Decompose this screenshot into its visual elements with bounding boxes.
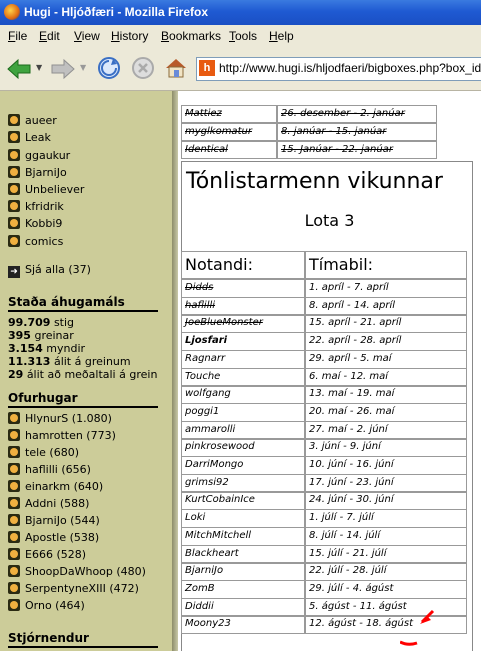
red-annotation-mark: [400, 606, 440, 646]
prev-period-cell: 8. janúar - 15. janúar: [277, 123, 437, 141]
musician-period-cell: 17. júní - 23. júní: [305, 474, 467, 493]
musician-name-cell[interactable]: Didds: [181, 279, 305, 298]
musician-name-cell[interactable]: grimsi92: [181, 474, 305, 493]
prev-name-cell[interactable]: myglkomatur: [181, 123, 277, 141]
see-all-link[interactable]: ➜ Sjá alla (37): [8, 263, 91, 278]
divider: [8, 310, 158, 312]
user-avatar-icon: [8, 131, 20, 143]
user-avatar-icon: [8, 166, 20, 178]
musician-name-cell[interactable]: MitchMitchell: [181, 527, 305, 546]
sidebar-user-item[interactable]: BjarniJo: [8, 166, 67, 181]
musician-name-cell[interactable]: Touche: [181, 368, 305, 387]
user-avatar-icon: [8, 582, 20, 594]
main-area: [178, 91, 481, 651]
menu-history[interactable]: History: [111, 29, 149, 43]
user-avatar-icon: [8, 183, 20, 195]
musician-period-cell: 24. júní - 30. júní: [305, 491, 467, 510]
user-avatar-icon: [8, 235, 20, 247]
menu-bookmarks[interactable]: Bookmarks: [161, 29, 222, 43]
menu-view[interactable]: View: [74, 29, 100, 43]
musician-period-cell: 22. apríl - 28. apríl: [305, 332, 467, 351]
column-header-period: Tímabil:: [305, 251, 467, 279]
sidebar-user-item[interactable]: comics: [8, 235, 63, 250]
menu-edit[interactable]: Edit: [39, 29, 60, 43]
musician-period-cell: 1. júlí - 7. júlí: [305, 509, 467, 528]
back-arrow-icon[interactable]: [6, 58, 32, 80]
stats-heading: Staða áhugamáls: [8, 295, 125, 309]
user-avatar-icon: [8, 531, 20, 543]
column-header-user: Notandi:: [181, 251, 305, 279]
box-subtitle: Lota 3: [304, 211, 355, 230]
divider: [8, 646, 158, 648]
window-title: Hugi - Hljóðfæri - Mozilla Firefox: [24, 5, 208, 19]
ofurhugi-item[interactable]: HlynurS (1.080): [8, 412, 112, 427]
stop-icon[interactable]: [130, 55, 156, 81]
user-avatar-icon: [8, 446, 20, 458]
musician-name-cell[interactable]: Diddii: [181, 598, 305, 617]
user-avatar-icon: [8, 548, 20, 560]
musician-name-cell[interactable]: Moony23: [181, 615, 305, 634]
sidebar: [0, 91, 172, 651]
divider: [8, 406, 158, 408]
musician-period-cell: 29. júlí - 4. ágúst: [305, 580, 467, 599]
musician-period-cell: 15. apríl - 21. apríl: [305, 314, 467, 333]
back-dropdown-icon[interactable]: ▼: [36, 63, 43, 72]
navigation-toolbar: [0, 47, 481, 91]
firefox-logo-icon: [4, 4, 20, 20]
sidebar-user-item[interactable]: Unbeliever: [8, 183, 84, 198]
user-avatar-icon: [8, 429, 20, 441]
user-avatar-icon: [8, 149, 20, 161]
musician-period-cell: 22. júlí - 28. júlí: [305, 562, 467, 581]
musician-period-cell: 12. ágúst - 18. ágúst: [305, 615, 467, 634]
musician-name-cell[interactable]: Ragnarr: [181, 350, 305, 369]
home-icon[interactable]: [163, 55, 189, 81]
site-favicon-icon: h: [199, 60, 215, 76]
stat-line: 395 greinar: [8, 329, 74, 342]
title-bar: [0, 0, 481, 25]
musician-name-cell[interactable]: Loki: [181, 509, 305, 528]
musician-name-cell[interactable]: poggi1: [181, 403, 305, 422]
menu-tools[interactable]: Tools: [229, 29, 258, 43]
user-avatar-icon: [8, 514, 20, 526]
user-avatar-icon: [8, 114, 20, 126]
reload-icon[interactable]: [96, 55, 122, 81]
user-avatar-icon: [8, 217, 20, 229]
musician-period-cell: 15. júlí - 21. júlí: [305, 545, 467, 564]
address-bar[interactable]: [196, 57, 481, 81]
user-avatar-icon: [8, 599, 20, 611]
musician-name-cell[interactable]: KurtCobainIce: [181, 491, 305, 510]
user-avatar-icon: [8, 463, 20, 475]
musician-name-cell[interactable]: Blackheart: [181, 545, 305, 564]
musician-period-cell: 5. ágúst - 11. ágúst: [305, 598, 467, 617]
ofurhugi-item[interactable]: Orno (464): [8, 599, 85, 614]
ofurhugi-item[interactable]: Apostle (538): [8, 531, 99, 546]
page-content: [0, 91, 481, 651]
musician-period-cell: 3. júní - 9. júní: [305, 438, 467, 457]
stjornendur-heading: Stjórnendur: [8, 631, 89, 645]
sidebar-user-item[interactable]: Leak: [8, 131, 51, 146]
sidebar-user-item[interactable]: kfridrik: [8, 200, 64, 215]
menu-bar: [0, 25, 481, 47]
ofurhugi-item[interactable]: ShoopDaWhoop (480): [8, 565, 146, 580]
prev-period-cell: 26. desember - 2. janúar: [277, 105, 437, 123]
url-input[interactable]: [219, 60, 481, 76]
ofurhugi-item[interactable]: einarkm (640): [8, 480, 103, 495]
musician-period-cell: 29. apríl - 5. maí: [305, 350, 467, 369]
stat-line: 99.709 stig: [8, 316, 75, 329]
musician-name-cell[interactable]: DarriMongo: [181, 456, 305, 475]
musician-period-cell: 27. maí - 2. júní: [305, 421, 467, 440]
ofurhugi-item[interactable]: E666 (528): [8, 548, 86, 563]
box-title: Tónlistarmenn vikunnar: [186, 169, 443, 194]
prev-period-cell: 15. Janúar - 22. janúar: [277, 141, 437, 159]
arrow-right-icon: ➜: [8, 266, 20, 278]
menu-help[interactable]: Help: [269, 29, 294, 43]
ofurhugi-item[interactable]: hamrotten (773): [8, 429, 116, 444]
sidebar-user-item[interactable]: aueer: [8, 114, 57, 129]
musician-period-cell: 13. maí - 19. maí: [305, 385, 467, 404]
musician-name-cell[interactable]: ammarolli: [181, 421, 305, 440]
user-avatar-icon: [8, 565, 20, 577]
musician-period-cell: 1. apríl - 7. apríl: [305, 279, 467, 298]
ofurhugi-item[interactable]: Addni (588): [8, 497, 89, 512]
musician-name-cell[interactable]: ZomB: [181, 580, 305, 599]
musician-name-cell[interactable]: Ljosfari: [181, 332, 305, 351]
ofurhugi-item[interactable]: tele (680): [8, 446, 79, 461]
user-avatar-icon: [8, 497, 20, 509]
ofurhugi-item[interactable]: haflilli (656): [8, 463, 91, 478]
sidebar-user-item[interactable]: Kobbi9: [8, 217, 62, 232]
forward-arrow-icon[interactable]: [50, 58, 76, 80]
musician-period-cell: 20. maí - 26. maí: [305, 403, 467, 422]
musician-period-cell: 8. apríl - 14. apríl: [305, 297, 467, 316]
forward-dropdown-icon[interactable]: ▼: [80, 63, 87, 72]
musician-period-cell: 8. júlí - 14. júlí: [305, 527, 467, 546]
musician-period-cell: 10. júní - 16. júní: [305, 456, 467, 475]
musician-period-cell: 6. maí - 12. maí: [305, 368, 467, 387]
prev-name-cell[interactable]: Mattiez: [181, 105, 277, 123]
musician-name-cell[interactable]: wolfgang: [181, 385, 305, 404]
stat-line: 29 álit að meðaltali á grein: [8, 368, 158, 381]
ofurhugi-item[interactable]: SerpentyneXIII (472): [8, 582, 139, 597]
sidebar-user-item[interactable]: ggaukur: [8, 149, 70, 164]
musician-name-cell[interactable]: haflilli: [181, 297, 305, 316]
musician-name-cell[interactable]: JoeBlueMonster: [181, 314, 305, 333]
musician-name-cell[interactable]: BjarniJo: [181, 562, 305, 581]
user-avatar-icon: [8, 412, 20, 424]
stat-line: 3.154 myndir: [8, 342, 86, 355]
prev-name-cell[interactable]: Identical: [181, 141, 277, 159]
user-avatar-icon: [8, 480, 20, 492]
menu-file[interactable]: File: [8, 29, 28, 43]
user-avatar-icon: [8, 200, 20, 212]
musician-name-cell[interactable]: pinkrosewood: [181, 438, 305, 457]
ofurhugar-heading: Ofurhugar: [8, 391, 78, 405]
stat-line: 11.313 álit á greinum: [8, 355, 131, 368]
ofurhugi-item[interactable]: BjarniJo (544): [8, 514, 100, 529]
